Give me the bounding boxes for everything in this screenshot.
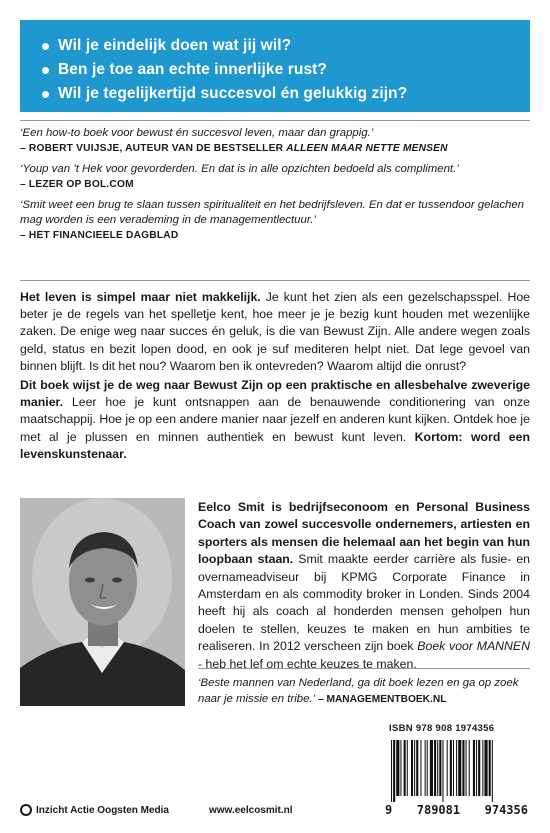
quote-source: – MANAGEMENTBOEK.NL (315, 693, 447, 705)
barcode-bar (411, 740, 413, 796)
barcode-bar (462, 740, 464, 796)
review-quote (20, 162, 530, 192)
barcode-bar (430, 740, 433, 796)
barcode-bar (447, 740, 448, 796)
barcode-icon (383, 738, 530, 802)
barcode-bar (434, 740, 436, 796)
barcode-bar (482, 740, 483, 796)
quote-text: ‘Smit weet een brug te slaan tussen spiritualiteit en het bedrijfsleven. En dat er tussendoor gelachen mag worden is een verademing in de managementlectuur.’ (20, 199, 525, 226)
barcode-bar (478, 740, 480, 796)
review-quote (20, 126, 530, 156)
barcode-bar (458, 740, 461, 796)
banner-item-text: Ben je toe aan echte innerlijke rust? (58, 61, 328, 78)
publisher-name: Inzicht Actie Oogsten Media (36, 804, 169, 816)
barcode-bar (439, 740, 441, 796)
quote-text: ‘Youp van ’t Hek voor gevorderden. En dat is in alle opzichten bedoeld als compliment.’ (20, 163, 459, 175)
divider (20, 120, 530, 121)
barcode-bar (425, 740, 426, 796)
barcode-bar (476, 740, 477, 796)
bullet-icon (42, 91, 49, 98)
barcode-bar (416, 740, 418, 796)
review-quote (20, 198, 530, 243)
banner-item (42, 34, 518, 58)
isbn: ISBN 978 908 1974356 (389, 723, 495, 734)
barcode-bar (393, 740, 395, 802)
author-bio: Eelco Smit is bedrijfseconoom en Personal Business Coach van zowel succesvolle ondernemers, artiesten en sporters als mensen die helemaal aan het begin van hun loopbaan staan. Smit maakte eerder carrière als fusie- en overnameadviseur bij KPMG Corporate Finance in Amsterdam en als commodity broker in Londen. Sinds 2004 heeft hij als coach al honderden mensen geholpen hun doelen te stellen, keuzes te maken en hun ambities te realiseren. In 2012 verscheen zijn boek Boek voor MANNEN - heb het lef om echte keuzes te maken. (198, 500, 530, 671)
bullet-icon (42, 67, 49, 74)
publisher-logo-icon (20, 804, 32, 816)
barcode-bar (456, 740, 457, 796)
barcode-bar (437, 740, 438, 796)
barcode-bar (404, 740, 406, 796)
bullet-icon (42, 43, 49, 50)
barcode-bar (427, 740, 428, 796)
book-description (20, 289, 530, 465)
banner-item (42, 82, 518, 106)
barcode-bar (473, 740, 475, 796)
barcode-digits: 9 789081 974356 (385, 803, 528, 817)
quote-source: – LEZER OP BOL.COM (20, 179, 134, 190)
barcode-bar (420, 740, 421, 796)
banner-item-text: Wil je tegelijkertijd succesvol én gelukkig zijn? (58, 85, 408, 102)
barcode-bar (484, 740, 487, 796)
website: www.eelcosmit.nl (208, 804, 293, 816)
barcode-bar (407, 740, 408, 796)
review-quotes (20, 126, 530, 249)
barcode-bar (492, 740, 493, 802)
quote-text: ‘Een how-to boek voor bewust én succesvol leven, maar dan grappig.’ (20, 127, 374, 139)
barcode-bar (489, 740, 491, 796)
barcode-bar (442, 740, 443, 802)
barcode-bar (396, 740, 399, 796)
divider (20, 280, 530, 281)
bio-quote (198, 676, 530, 707)
barcode-bar (414, 740, 415, 796)
barcode-bar (466, 740, 467, 796)
description-paragraph: Dit boek wijst je de weg naar Bewust Zijn op een praktische en allesbehalve zweverige manier. Leer hoe je kunt ontsnappen aan de benauwende conditionering van onze maatschappij. Hoe je op een andere manier naar jezelf en anderen kunt kijken. Ontdek hoe je met al je plussen en minnen authentiek en bewust kunt leven. Kortom: word een levenskunstenaar. (20, 378, 530, 461)
quote-source: – ROBERT VUIJSJE, AUTEUR VAN DE BESTSELLER ALLEEN MAAR NETTE MENSEN (20, 143, 448, 154)
footer (20, 804, 390, 816)
barcode-bar (469, 740, 470, 796)
divider (198, 668, 530, 669)
barcode-bar (453, 740, 454, 796)
barcode-bar (450, 740, 452, 796)
barcode-bar (400, 740, 401, 796)
banner-item-text: Wil je eindelijk doen wat jij wil? (58, 37, 292, 54)
banner-item (42, 58, 518, 82)
tagline-banner (20, 20, 530, 112)
author-photo (20, 498, 185, 706)
quote-source: – HET FINANCIEELE DAGBLAD (20, 230, 179, 241)
description-paragraph: Het leven is simpel maar niet makkelijk. Je kunt het zien als een gezelschapsspel. Hoe beter je de regels van het spelletje kent, hoe meer je je bezig kunt houden met wezenlijke zaken. De enige weg naar succes én geluk, is die van Bewust Zijn. Alle andere wegen zoals geld, status en bezit lopen dood, en ook je suf mediteren helpt niet. Dat lege gevoel van binnen blijft. Is dit het nou? Waarom ben ik ontevreden? Waarom altijd die onrust? (20, 290, 531, 373)
barcode-block (383, 723, 530, 825)
barcode-bar (391, 740, 392, 802)
quote-text: ‘Beste mannen van Nederland, ga dit boek lezen en ga op zoek naar je missie en tribe.’ (198, 677, 519, 705)
